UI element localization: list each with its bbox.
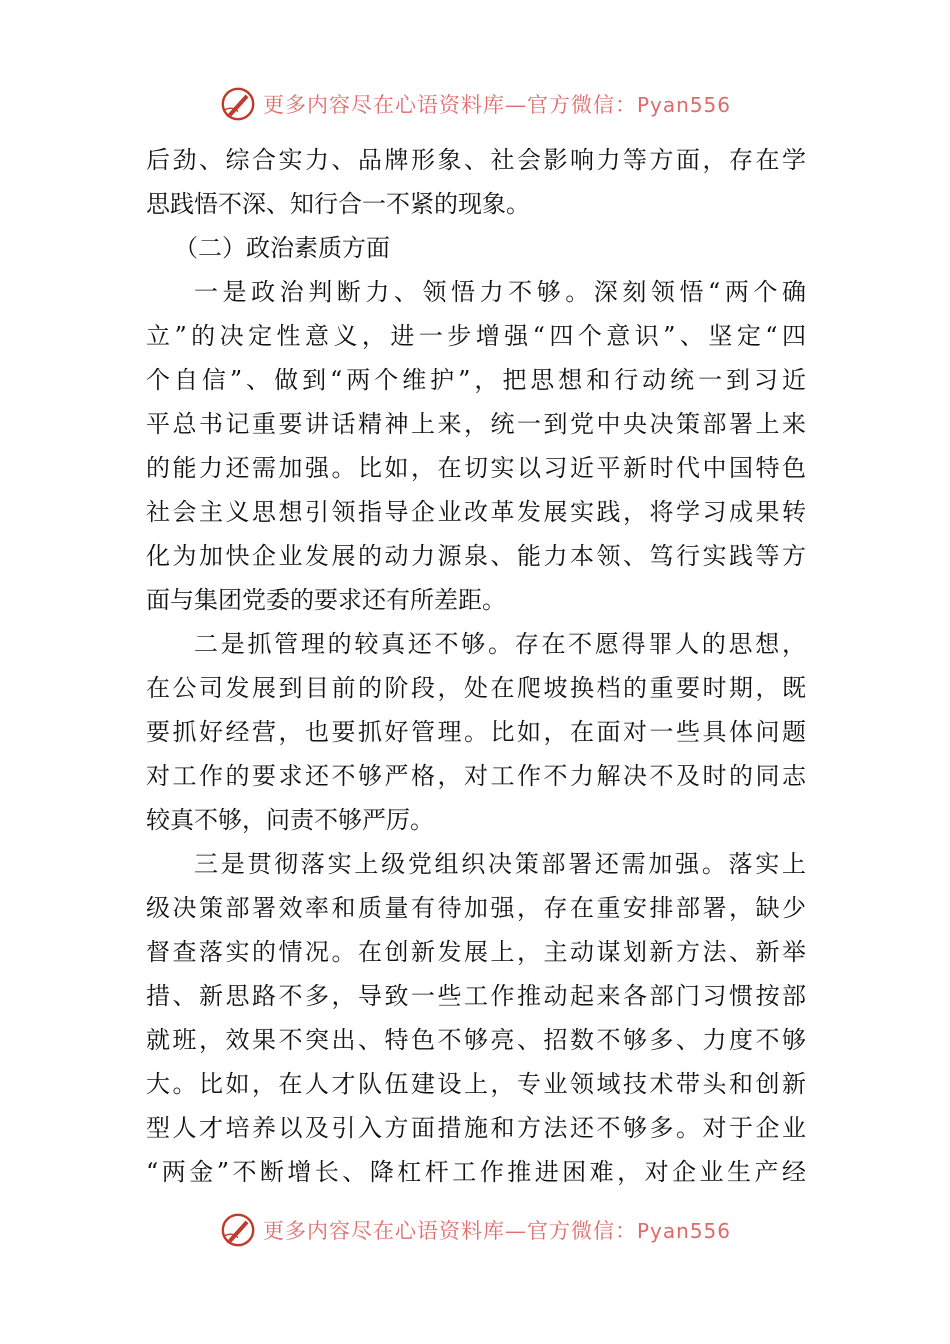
paragraph-line: 一是政治判断力、领悟力不够。深刻领悟“两个确 [194, 278, 806, 306]
pen-logo-icon [219, 1211, 257, 1249]
paragraph-line: 化为加快企业发展的动力源泉、能力本领、笃行实践等方 [146, 542, 806, 570]
paragraph-line: 较真不够，问责不够严厉。 [146, 806, 434, 834]
paragraph-line: 三是贯彻落实上级党组织决策部署还需加强。落实上 [194, 850, 806, 878]
watermark-text: 更多内容尽在心语资料库—官方微信：Pyan556 [262, 93, 731, 117]
paragraph-line: 个自信”、做到“两个维护”，把思想和行动统一到习近 [146, 366, 806, 394]
header-watermark [0, 84, 950, 124]
paragraph-line: 平总书记重要讲话精神上来，统一到党中央决策部署上来 [146, 410, 806, 438]
pen-logo-icon [219, 85, 257, 123]
paragraph-line: 面与集团党委的要求还有所差距。 [146, 586, 506, 614]
paragraph-line: 思践悟不深、知行合一不紧的现象。 [146, 190, 530, 218]
paragraph-line: 要抓好经营，也要抓好管理。比如，在面对一些具体问题 [146, 718, 806, 746]
paragraph-line: 立”的决定性意义，进一步增强“四个意识”、坚定“四 [146, 322, 806, 350]
document-body [146, 138, 806, 1194]
paragraph-line: 社会主义思想引领指导企业改革发展实践，将学习成果转 [146, 498, 806, 526]
paragraph-line: 大。比如，在人才队伍建设上，专业领域技术带头和创新 [146, 1070, 806, 1098]
paragraph-line: 型人才培养以及引入方面措施和方法还不够多。对于企业 [146, 1114, 806, 1142]
paragraph-line: 对工作的要求还不够严格，对工作不力解决不及时的同志 [146, 762, 806, 790]
paragraph-line: “两金”不断增长、降杠杆工作推进困难，对企业生产经 [146, 1158, 806, 1186]
section-heading: （二）政治素质方面 [174, 234, 390, 262]
paragraph-line: 就班，效果不突出、特色不够亮、招数不够多、力度不够 [146, 1026, 806, 1054]
paragraph-line: 二是抓管理的较真还不够。存在不愿得罪人的思想， [194, 630, 806, 658]
watermark-text: 更多内容尽在心语资料库—官方微信：Pyan556 [262, 1219, 731, 1243]
paragraph-line: 级决策部署效率和质量有待加强，存在重安排部署，缺少 [146, 894, 806, 922]
paragraph-line: 督查落实的情况。在创新发展上，主动谋划新方法、新举 [146, 938, 806, 966]
paragraph-line: 后劲、综合实力、品牌形象、社会影响力等方面，存在学 [146, 146, 806, 174]
paragraph-line: 措、新思路不多，导致一些工作推动起来各部门习惯按部 [146, 982, 806, 1010]
paragraph-line: 的能力还需加强。比如，在切实以习近平新时代中国特色 [146, 454, 806, 482]
paragraph-line: 在公司发展到目前的阶段，处在爬坡换档的重要时期，既 [146, 674, 806, 702]
footer-watermark [0, 1210, 950, 1250]
